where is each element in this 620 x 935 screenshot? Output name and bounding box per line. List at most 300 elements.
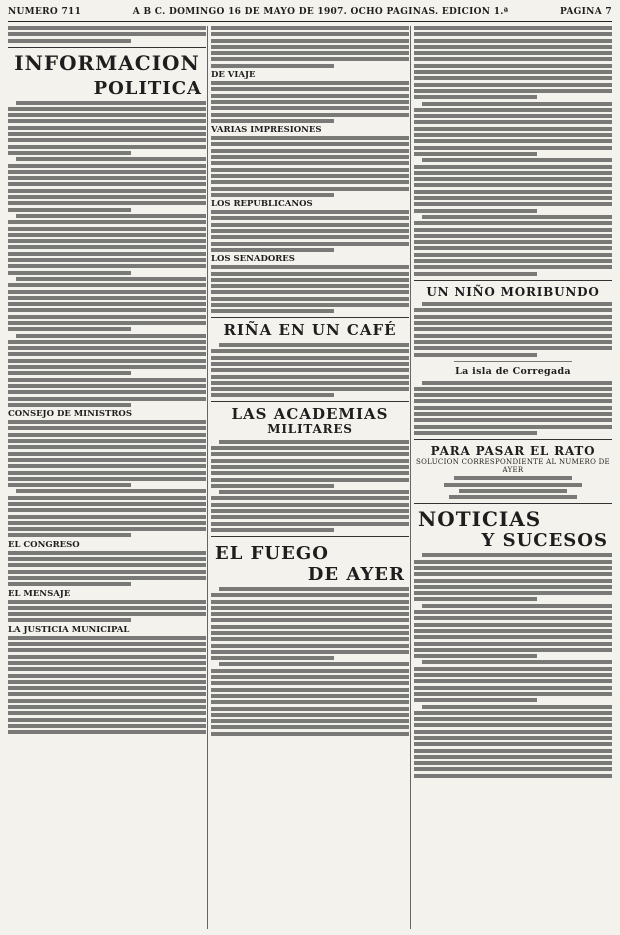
text-line: [211, 656, 334, 660]
text-line: [422, 102, 612, 106]
text-line: [8, 403, 131, 407]
text-line: [8, 439, 206, 443]
text-line: [422, 215, 612, 219]
text-line: [414, 761, 612, 765]
text-line: [211, 528, 334, 532]
text-line: [444, 483, 582, 487]
text-line: [414, 353, 537, 357]
text-line: [211, 484, 334, 488]
subhead-justicia: LA JUSTICIA MUNICIPAL: [8, 624, 130, 635]
text-line: [414, 686, 612, 690]
column-divider: [410, 26, 411, 929]
text-line: [8, 138, 206, 142]
section-title-line2: POLITICA: [93, 77, 202, 99]
text-line: [211, 106, 409, 110]
fire-title-line2: DE AYER: [307, 563, 405, 585]
text-line: [414, 749, 612, 753]
text-line: [414, 560, 612, 564]
text-line: [8, 290, 206, 294]
text-line: [8, 606, 206, 610]
text-line: [211, 732, 409, 736]
text-line: [8, 365, 206, 369]
text-line: [8, 515, 206, 519]
text-line: [414, 566, 612, 570]
text-line: [8, 239, 206, 243]
text-line: [8, 483, 131, 487]
text-line: [414, 240, 612, 244]
text-line: [211, 503, 409, 507]
text-line: [211, 94, 409, 98]
text-line: [8, 636, 206, 640]
text-line: [414, 340, 612, 344]
text-line: [414, 723, 612, 727]
text-line: [414, 742, 612, 746]
text-line: [414, 133, 612, 137]
text-line: [211, 700, 409, 704]
text-line: [211, 713, 409, 717]
text-line: [8, 718, 206, 722]
text-line: [8, 426, 206, 430]
text-line: [414, 730, 612, 734]
text-line: [8, 359, 206, 363]
text-line: [211, 522, 409, 526]
text-line: [414, 346, 612, 350]
text-line: [8, 220, 206, 224]
text-line: [211, 612, 409, 616]
text-line: [211, 356, 409, 360]
text-line: [414, 45, 612, 49]
section-rule: [414, 503, 612, 504]
text-line: [414, 412, 612, 416]
text-line: [211, 309, 334, 313]
text-line: [414, 711, 612, 715]
text-line: [414, 579, 612, 583]
text-line: [211, 168, 409, 172]
subhead-mensaje: EL MENSAJE: [8, 588, 71, 599]
column-3: [414, 26, 612, 929]
text-line: [414, 64, 612, 68]
text-line: [8, 352, 206, 356]
text-line: [211, 381, 409, 385]
text-line: [8, 151, 131, 155]
text-line: [414, 146, 612, 150]
text-line: [8, 164, 206, 168]
text-line: [414, 736, 612, 740]
text-line: [422, 660, 612, 664]
text-line: [414, 673, 612, 677]
text-line: [8, 245, 206, 249]
fire-title-line1: EL FUEGO: [215, 542, 329, 564]
text-line: [414, 642, 612, 646]
text-line: [414, 253, 612, 257]
text-line: [211, 81, 409, 85]
text-line: [8, 433, 206, 437]
text-line: [211, 707, 409, 711]
text-line: [8, 371, 131, 375]
text-line: [211, 496, 409, 500]
text-line: [8, 321, 206, 325]
text-line: [8, 258, 206, 262]
masthead: [8, 4, 612, 19]
text-line: [211, 694, 409, 698]
text-line: [211, 446, 409, 450]
text-line: [211, 297, 409, 301]
text-line: [211, 39, 409, 43]
text-line: [8, 315, 206, 319]
text-line: [8, 182, 206, 186]
puzzle-subtitle: SOLUCION CORRESPONDIENTE AL NUMERO DE AYER: [416, 458, 610, 475]
text-line: [211, 368, 409, 372]
text-line: [414, 327, 612, 331]
text-line: [8, 26, 206, 30]
text-line: [8, 699, 206, 703]
text-line: [414, 767, 612, 771]
text-line: [8, 208, 131, 212]
text-line: [414, 321, 612, 325]
text-line: [8, 384, 206, 388]
text-line: [8, 283, 206, 287]
text-line: [211, 650, 409, 654]
text-line: [414, 393, 612, 397]
text-line: [211, 32, 409, 36]
text-line: [414, 616, 612, 620]
text-line: [414, 774, 612, 778]
text-line: [459, 489, 567, 493]
section-rule: [8, 47, 206, 48]
text-line: [414, 177, 612, 181]
text-line: [211, 719, 409, 723]
text-line: [211, 64, 334, 68]
text-line: [211, 600, 409, 604]
text-line: [8, 445, 206, 449]
text-line: [8, 340, 206, 344]
text-line: [211, 452, 409, 456]
headline-militares: MILITARES: [267, 422, 353, 437]
text-line: [8, 533, 131, 537]
text-line: [8, 618, 131, 622]
text-line: [414, 70, 612, 74]
text-line: [8, 296, 206, 300]
text-line: [414, 654, 537, 658]
text-line: [211, 681, 409, 685]
text-line: [414, 209, 537, 213]
text-line: [8, 527, 206, 531]
text-line: [219, 587, 409, 591]
text-line: [8, 145, 206, 149]
text-line: [8, 201, 206, 205]
news-title-line1: NOTICIAS: [418, 507, 542, 532]
text-line: [414, 315, 612, 319]
text-line: [8, 452, 206, 456]
text-line: [211, 284, 409, 288]
text-line: [8, 397, 206, 401]
text-line: [211, 465, 409, 469]
text-line: [8, 686, 206, 690]
text-line: [8, 642, 206, 646]
text-line: [8, 252, 206, 256]
text-line: [8, 576, 206, 580]
text-line: [8, 346, 206, 350]
text-line: [211, 87, 409, 91]
text-line: [8, 420, 206, 424]
page-number: PAGINA 7: [559, 6, 612, 17]
text-line: [16, 214, 206, 218]
text-line: [8, 264, 206, 268]
text-line: [414, 698, 537, 702]
text-line: [211, 119, 334, 123]
text-line: [8, 458, 206, 462]
text-line: [211, 515, 409, 519]
text-line: [414, 165, 612, 169]
text-line: [414, 272, 537, 276]
text-line: [211, 725, 409, 729]
text-line: [211, 625, 409, 629]
text-line: [211, 606, 409, 610]
text-line: [8, 233, 206, 237]
text-line: [414, 95, 537, 99]
headline-nino: UN NIÑO MORIBUNDO: [426, 284, 600, 299]
subhead-consejo: CONSEJO DE MINISTROS: [8, 409, 132, 420]
text-line: [414, 265, 612, 269]
text-line: [414, 228, 612, 232]
text-line: [211, 235, 409, 239]
text-line: [422, 158, 612, 162]
issue-number: NUMERO 711: [8, 6, 82, 17]
text-line: [8, 32, 206, 36]
text-line: [414, 406, 612, 410]
text-line: [8, 551, 206, 555]
text-line: [16, 334, 206, 338]
text-line: [211, 136, 409, 140]
text-line: [414, 152, 537, 156]
text-line: [414, 431, 537, 435]
text-line: [8, 327, 131, 331]
text-line: [8, 724, 206, 728]
column-2: [211, 26, 409, 929]
text-line: [414, 190, 612, 194]
text-line: [211, 155, 409, 159]
text-line: [422, 604, 612, 608]
text-line: [414, 692, 612, 696]
text-line: [8, 378, 206, 382]
text-line: [414, 76, 612, 80]
text-line: [16, 489, 206, 493]
text-line: [414, 755, 612, 759]
text-line: [8, 655, 206, 659]
text-line: [211, 362, 409, 366]
text-line: [8, 271, 131, 275]
text-line: [414, 667, 612, 671]
section-rule: [211, 317, 409, 318]
headline-academias: LAS ACADEMIAS: [231, 405, 389, 424]
text-line: [414, 114, 612, 118]
text-line: [414, 32, 612, 36]
puzzle-title: PARA PASAR EL RATO: [430, 443, 596, 458]
text-line: [8, 521, 206, 525]
section-rule: [211, 401, 409, 402]
text-line: [8, 39, 131, 43]
text-line: [8, 674, 206, 678]
text-line: [8, 711, 206, 715]
text-line: [414, 221, 612, 225]
subhead-congreso: EL CONGRESO: [8, 539, 80, 550]
column-divider: [207, 26, 208, 929]
text-line: [211, 149, 409, 153]
text-line: [211, 303, 409, 307]
section-rule: [454, 361, 572, 362]
text-line: [414, 234, 612, 238]
text-line: [211, 459, 409, 463]
text-line: [414, 127, 612, 131]
text-line: [8, 582, 131, 586]
text-line: [211, 509, 409, 513]
text-line: [414, 83, 612, 87]
text-line: [8, 667, 206, 671]
text-line: [414, 39, 612, 43]
text-line: [8, 600, 206, 604]
text-line: [414, 334, 612, 338]
text-line: [211, 45, 409, 49]
section-rule: [211, 536, 409, 537]
news-title-line2: Y SUCESOS: [481, 530, 608, 552]
text-line: [8, 119, 206, 123]
text-line: [16, 101, 206, 105]
text-line: [414, 585, 612, 589]
text-line: [211, 272, 409, 276]
text-line: [414, 648, 612, 652]
text-line: [414, 57, 612, 61]
text-line: [211, 471, 409, 475]
text-line: [211, 669, 409, 673]
text-line: [211, 174, 409, 178]
text-line: [414, 202, 612, 206]
text-line: [211, 618, 409, 622]
text-line: [449, 495, 577, 499]
text-line: [414, 89, 612, 93]
text-line: [211, 180, 409, 184]
text-line: [211, 187, 409, 191]
text-line: [211, 57, 409, 61]
text-line: [8, 508, 206, 512]
text-line: [454, 476, 572, 480]
headline-rina: RIÑA EN UN CAFÉ: [223, 321, 397, 340]
text-line: [211, 631, 409, 635]
headline-corregada: La isla de Corregada: [455, 365, 571, 377]
text-line: [422, 705, 612, 709]
text-line: [211, 265, 409, 269]
text-line: [414, 108, 612, 112]
text-line: [8, 195, 206, 199]
text-line: [211, 210, 409, 214]
text-line: [8, 477, 206, 481]
text-line: [414, 572, 612, 576]
text-line: [8, 189, 206, 193]
text-line: [414, 246, 612, 250]
text-line: [211, 349, 409, 353]
text-line: [414, 139, 612, 143]
text-line: [211, 223, 409, 227]
text-line: [16, 157, 206, 161]
text-line: [8, 570, 206, 574]
text-line: [16, 277, 206, 281]
text-line: [8, 170, 206, 174]
text-line: [211, 142, 409, 146]
text-line: [211, 593, 409, 597]
text-line: [414, 717, 612, 721]
text-line: [8, 302, 206, 306]
section-rule: [414, 439, 612, 440]
subhead-impresiones: VARIAS IMPRESIONES: [211, 125, 322, 136]
text-line: [8, 107, 206, 111]
text-line: [211, 644, 409, 648]
text-line: [414, 635, 612, 639]
text-line: [211, 26, 409, 30]
text-line: [8, 502, 206, 506]
section-rule: [414, 280, 612, 281]
text-line: [414, 679, 612, 683]
text-line: [8, 730, 206, 734]
text-line: [414, 591, 612, 595]
text-line: [8, 557, 206, 561]
text-line: [211, 278, 409, 282]
text-line: [211, 637, 409, 641]
text-line: [414, 418, 612, 422]
text-line: [8, 308, 206, 312]
column-1: [8, 26, 206, 929]
text-line: [8, 176, 206, 180]
subhead-senadores: LOS SENADORES: [211, 254, 295, 265]
text-line: [211, 193, 334, 197]
text-line: [211, 675, 409, 679]
section-title-line1: INFORMACION: [14, 50, 200, 75]
masthead-title: A B C. DOMINGO 16 DE MAYO DE 1907. OCHO PAGINAS. EDICION 1.ª: [132, 6, 509, 17]
text-line: [414, 597, 537, 601]
text-line: [8, 471, 206, 475]
text-line: [414, 171, 612, 175]
text-line: [211, 393, 334, 397]
text-line: [211, 51, 409, 55]
text-line: [219, 343, 409, 347]
text-line: [8, 680, 206, 684]
text-line: [211, 387, 409, 391]
text-line: [414, 399, 612, 403]
text-line: [8, 648, 206, 652]
text-line: [8, 612, 206, 616]
text-line: [8, 692, 206, 696]
text-line: [219, 440, 409, 444]
text-line: [8, 132, 206, 136]
text-line: [211, 216, 409, 220]
text-line: [8, 126, 206, 130]
text-line: [211, 248, 334, 252]
text-line: [219, 662, 409, 666]
text-line: [414, 425, 612, 429]
text-line: [211, 375, 409, 379]
text-line: [8, 464, 206, 468]
text-line: [414, 629, 612, 633]
text-line: [8, 661, 206, 665]
text-line: [211, 229, 409, 233]
text-line: [211, 478, 409, 482]
text-line: [414, 259, 612, 263]
text-line: [414, 623, 612, 627]
masthead-rule: [8, 21, 612, 22]
text-line: [422, 302, 612, 306]
text-line: [414, 308, 612, 312]
text-line: [414, 51, 612, 55]
text-line: [211, 100, 409, 104]
text-line: [414, 196, 612, 200]
